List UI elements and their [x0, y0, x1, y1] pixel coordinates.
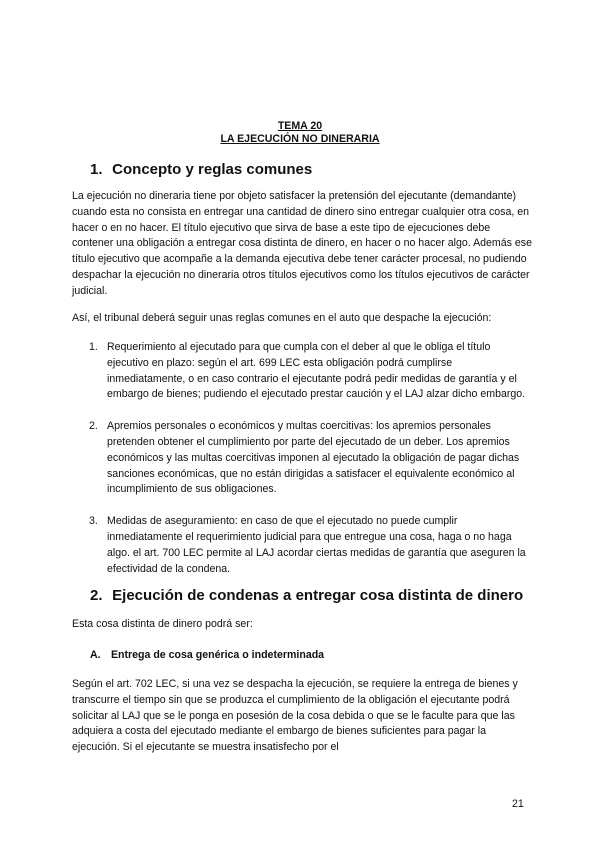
- list-item-number: 3.: [89, 515, 98, 528]
- section-1-title: Concepto y reglas comunes: [112, 161, 313, 178]
- list-item: [72, 514, 532, 577]
- section-1-heading: [90, 161, 312, 179]
- subsection-a-letter: A.: [90, 649, 101, 661]
- subsection-a-title: Entrega de cosa genérica o indeterminada: [110, 649, 325, 661]
- document-title: [0, 120, 600, 146]
- subsection-a-heading: [90, 649, 324, 662]
- page-number: 21: [512, 798, 524, 810]
- section-1-number: 1.: [90, 161, 103, 178]
- rules-list: [72, 340, 532, 593]
- section-2-intro: Esta cosa distinta de dinero podrá ser:: [72, 618, 253, 630]
- section-1-paragraph-1: La ejecución no dineraria tiene por objeto satisfacer la pretensión del ejecutante (demandante) cuando esta no consista en entregar una cantidad de dinero sino entregar cualquier otra cosa, en hacer o en no hacer. El título ejecutivo que sirva de base a este tipo de ejecuciones debe contener una obligación a entregar cosa distinta de dinero, en hacer o no hacer algo. Además ese título ejecutivo que acompañe a la demanda ejecutiva debe tener carácter procesal, no pudiendo despachar la ejecución no dineraria otros títulos ejecutivos como los títulos ejecutivos de carácter judicial.: [72, 190, 532, 297]
- section-2-number: 2.: [90, 587, 103, 604]
- list-item-text: Requerimiento al ejecutado para que cumpla con el deber al que le obliga el título ejecutivo en plazo: según el art. 699 LEC esta obligación podrá cumplirse inmediatamente, o en caso contrario el ejecutante podrá pedir medidas de garantía y el embargo de bienes; pudiendo el ejecutado prestar caución y el LAJ alzar dicho embargo.: [107, 341, 526, 401]
- list-item-text: Medidas de aseguramiento: en caso de que el ejecutado no puede cumplir inmediatamente el requerimiento judicial para que entregue una cosa, haga o no haga algo. el art. 700 LEC permite al LAJ acordar ciertas medidas de garantía que aseguren la efectividad de la condena.: [107, 515, 526, 575]
- section-2-title: Ejecución de condenas a entregar cosa distinta de dinero: [112, 587, 524, 604]
- subsection-a-paragraph: Según el art. 702 LEC, si una vez se despacha la ejecución, se requiere la entrega de bienes y transcurre el tiempo sin que se produzca el cumplimiento de la obligación el ejecutante podrá solicitar al LAJ que se le ponga en posesión de la cosa debida o que se le faculte para que las adquiera a costa del ejecutado mediante el embargo de bienes suficientes para pagar la ejecución. Si el ejecutante se muestra insatisfecho por el: [72, 678, 518, 754]
- title-line-1: TEMA 20: [277, 120, 323, 132]
- section-2-heading: [90, 587, 523, 605]
- list-item-text: Apremios personales o económicos y multas coercitivas: los apremios personales pretenden obtener el cumplimiento por parte del ejecutado de un deber. Los apremios económicos y las multas coercitivas imponen al ejecutado la obligación de pagar dichas sanciones económicas, que no están dirigidas a satisfacer el equivalente económico al incumplimiento de sus obligaciones.: [107, 420, 520, 496]
- list-item: [72, 340, 532, 403]
- list-item: [72, 419, 532, 498]
- section-1-paragraph-2: Así, el tribunal deberá seguir unas reglas comunes en el auto que despache la ejecución:: [72, 312, 492, 324]
- list-item-number: 2.: [89, 420, 98, 433]
- title-line-2: LA EJECUCIÓN NO DINERARIA: [220, 133, 380, 145]
- list-item-number: 1.: [89, 341, 98, 353]
